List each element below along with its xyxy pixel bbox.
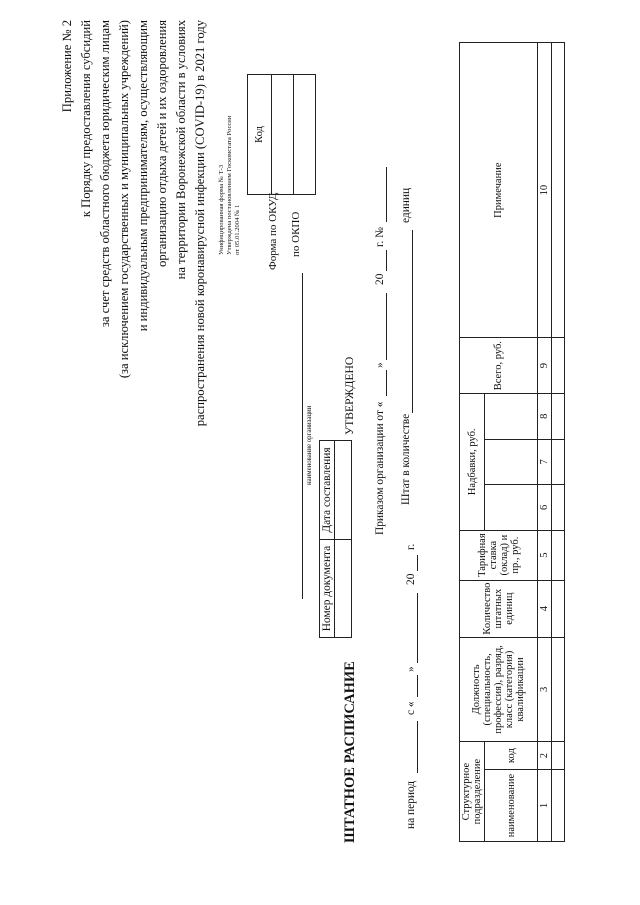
total-header: Всего, руб. bbox=[460, 338, 538, 394]
period-month-line bbox=[417, 593, 418, 663]
page-title: ШТАТНОЕ РАСПИСАНИЕ bbox=[342, 661, 358, 843]
allowance-col-3 bbox=[485, 393, 538, 439]
period-year-prefix: 20 bbox=[405, 573, 417, 585]
okpo-label: по ОКПО bbox=[290, 211, 302, 257]
period-label: на период bbox=[405, 780, 417, 829]
staff-suffix: единиц bbox=[400, 187, 412, 223]
table-cell[interactable] bbox=[552, 770, 565, 842]
staff-count-header: Количество штатных единиц bbox=[460, 580, 538, 637]
document-date-header: Дата составления bbox=[320, 441, 335, 540]
col-number: 7 bbox=[538, 439, 552, 485]
appendix-line: на территории Воронежской области в условиях bbox=[174, 20, 188, 280]
staff-prefix: Штат в количестве bbox=[400, 413, 412, 505]
period-year-line bbox=[417, 555, 418, 571]
document-date-cell[interactable] bbox=[335, 441, 352, 540]
form-info bbox=[218, 116, 242, 255]
appendix-line: (за исключением государственных и муниципальных учреждений) bbox=[117, 20, 131, 379]
period-day-line bbox=[417, 675, 418, 697]
col-number: 3 bbox=[538, 637, 552, 742]
appendix-line: к Порядку предоставления субсидий bbox=[79, 20, 93, 218]
organization-caption: наименование организации bbox=[306, 405, 313, 485]
note-header: Примечание bbox=[460, 43, 538, 338]
col-number: 8 bbox=[538, 393, 552, 439]
organization-name-line bbox=[302, 273, 303, 599]
allowance-col-2 bbox=[485, 439, 538, 485]
document-number-header: Номер документа bbox=[320, 540, 335, 638]
document-table bbox=[319, 440, 352, 638]
table-cell[interactable] bbox=[552, 393, 565, 439]
order-month-line bbox=[386, 293, 387, 360]
col-number: 1 bbox=[538, 770, 552, 842]
appendix-line: организацию отдыха детей и их оздоровления bbox=[155, 20, 169, 267]
appendix-line: Приложение № 2 bbox=[60, 20, 74, 113]
table-cell[interactable] bbox=[552, 439, 565, 485]
order-day-line bbox=[386, 370, 387, 396]
allowances-header: Надбавки, руб. bbox=[460, 393, 485, 530]
col-number: 10 bbox=[538, 43, 552, 338]
period-year-suffix: г. bbox=[405, 543, 417, 550]
table-cell[interactable] bbox=[552, 637, 565, 742]
order-year-line bbox=[386, 250, 387, 271]
col-number: 6 bbox=[538, 485, 552, 531]
col-number: 5 bbox=[538, 530, 552, 580]
form-info-line: от 05.01.2004 № 1 bbox=[234, 204, 241, 255]
tariff-header: Тарифная ставка (оклад) и пр., руб. bbox=[460, 530, 538, 580]
appendix-line: и индивидуальным предпринимателям, осуществляющим bbox=[136, 20, 150, 332]
table-cell[interactable] bbox=[552, 43, 565, 338]
unit-code-header: код bbox=[485, 742, 538, 770]
order-number-line bbox=[386, 167, 387, 222]
order-year-suffix: г. № bbox=[374, 227, 386, 247]
okud-label: Форма по ОКУД bbox=[267, 192, 279, 270]
period-close-quote: » bbox=[405, 666, 417, 672]
position-header: Должность (специальность, профессия), разряд, класс (категория) квалификации bbox=[460, 637, 538, 742]
appendix-line: за счет средств областного бюджета юридическим лицам bbox=[98, 20, 112, 328]
unit-name-header: наименование bbox=[485, 770, 538, 842]
order-year-prefix: 20 bbox=[374, 273, 386, 285]
col-number: 9 bbox=[538, 338, 552, 394]
order-prefix: Приказом организации от « bbox=[374, 401, 386, 535]
period-start-line bbox=[417, 721, 418, 773]
approved-label: УТВЕРЖДЕНО bbox=[343, 356, 356, 435]
okpo-code-cell bbox=[294, 75, 316, 195]
staff-count-line bbox=[412, 230, 413, 413]
table-cell[interactable] bbox=[552, 580, 565, 637]
col-number: 4 bbox=[538, 580, 552, 637]
code-header: Код bbox=[248, 75, 272, 195]
struct-unit-header: Структурное подразделение bbox=[460, 742, 485, 842]
staffing-table bbox=[459, 42, 565, 842]
table-cell[interactable] bbox=[552, 485, 565, 531]
code-table bbox=[247, 74, 316, 195]
allowance-col-1 bbox=[485, 485, 538, 531]
table-cell[interactable] bbox=[552, 742, 565, 770]
form-info-line: Утверждена постановлением Госкомстата России bbox=[226, 115, 233, 255]
form-info-line: Унифицированная форма № Т-3 bbox=[218, 164, 225, 255]
appendix-header bbox=[58, 20, 210, 426]
okud-code-cell bbox=[272, 75, 294, 195]
col-number: 2 bbox=[538, 742, 552, 770]
table-cell[interactable] bbox=[552, 530, 565, 580]
order-close-quote: » bbox=[374, 362, 386, 368]
period-from: с « bbox=[405, 701, 417, 715]
document-number-cell[interactable] bbox=[335, 540, 352, 638]
table-cell[interactable] bbox=[552, 338, 565, 394]
appendix-line: распространения новой коронавирусной инфекции (COVID-19) в 2021 году bbox=[193, 20, 207, 427]
